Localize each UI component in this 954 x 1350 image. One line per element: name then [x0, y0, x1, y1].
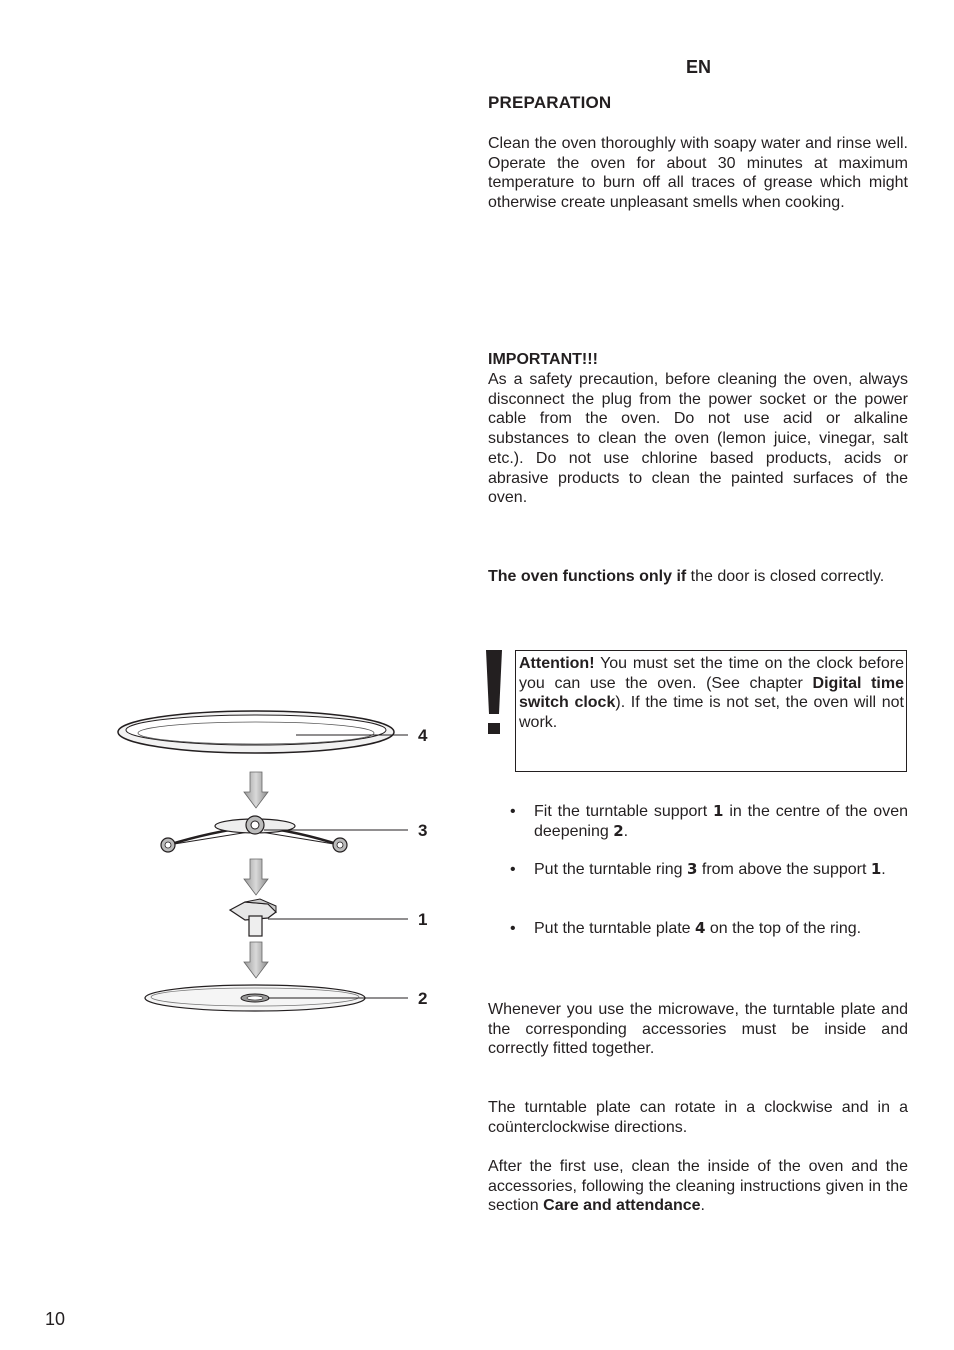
- step-item: [510, 802, 908, 841]
- down-arrow-icon: [244, 942, 268, 978]
- bullet: •: [510, 920, 516, 938]
- first-use-end: .: [700, 1197, 705, 1215]
- down-arrow-icon: [244, 772, 268, 808]
- section-reference: Care and attendance: [543, 1197, 701, 1215]
- rotation-paragraph: The turntable plate can rotate in a clockwise and in a coünterclockwise directions.: [488, 1099, 908, 1136]
- door-note-bold: The oven functions only if: [488, 568, 687, 585]
- important-heading: IMPORTANT!!!: [488, 351, 598, 368]
- preparation-paragraph: Clean the oven thoroughly with soapy water and rinse well. Operate the oven for about 30 minutes at maximum temperature to burn off all traces of grease which might otherwise create unpleasant smells when cooking.: [488, 135, 908, 212]
- attention-text-part2: ). If the time is not set, the oven will not work.: [519, 694, 904, 732]
- step-text: on the top of the ring.: [705, 920, 862, 938]
- part-label-4: 4: [418, 726, 428, 745]
- exclamation-warning-icon: [484, 648, 506, 736]
- step-item: [510, 860, 908, 880]
- turntable-plate-drawing: [118, 711, 394, 753]
- step-item: [510, 919, 908, 939]
- page-number: 10: [45, 1309, 66, 1329]
- step-text: in the centre of the oven deepening: [534, 803, 908, 840]
- bullet: •: [510, 861, 516, 879]
- part-number: 3: [686, 860, 698, 879]
- door-note-rest: the door is closed correctly.: [686, 568, 885, 585]
- attention-text-part1: You must set the time on the clock before you can use the oven. (See chapter: [519, 655, 904, 692]
- chapter-reference: Digital time switch clock: [519, 674, 904, 712]
- attention-text: [519, 654, 904, 733]
- part-number: 1: [713, 802, 724, 820]
- section-heading: PREPARATION: [488, 93, 612, 112]
- part-label-3: 3: [418, 821, 428, 840]
- language-code: EN: [686, 57, 712, 77]
- turntable-support-drawing: [230, 899, 276, 936]
- usage-paragraph: Whenever you use the microwave, the turntable plate and the corresponding accessories must be inside and correctly fitted together.: [488, 1001, 908, 1058]
- turntable-ring-drawing: [161, 816, 347, 852]
- step-text: Fit the turntable support: [534, 803, 714, 820]
- safety-paragraph: As a safety precaution, before cleaning the oven, always disconnect the plug from the power socket or the power cable from the oven. Do not use acid or alkaline substances to clean the oven (lemon juice, vinegar, salt etc.). Do not use chlorine based products, acids or abrasive products to clean the painted surfaces of the oven.: [488, 371, 908, 507]
- part-label-1: 1: [418, 910, 428, 929]
- attention-box: [515, 650, 907, 772]
- step-text: Put the turntable ring: [534, 861, 687, 879]
- door-note: [488, 567, 908, 587]
- first-use-text: After the first use, clean the inside of the oven and the accessories, following the cleaning instructions given in the section: [488, 1158, 908, 1215]
- step-text: .: [623, 822, 629, 840]
- down-arrow-icon: [244, 859, 268, 895]
- bullet: •: [510, 803, 516, 820]
- assembly-steps: [510, 802, 908, 939]
- step-text: .: [881, 861, 886, 879]
- part-number: 1: [870, 860, 882, 879]
- part-number: 2: [613, 821, 624, 840]
- part-number: 4: [695, 919, 706, 938]
- part-label-2: 2: [418, 989, 428, 1008]
- turntable-assembly-diagram: [100, 700, 450, 1030]
- step-text: Put the turntable plate: [534, 920, 695, 938]
- first-use-paragraph: [488, 1157, 908, 1216]
- step-text: from above the support: [697, 861, 871, 879]
- attention-label: Attention!: [519, 655, 595, 672]
